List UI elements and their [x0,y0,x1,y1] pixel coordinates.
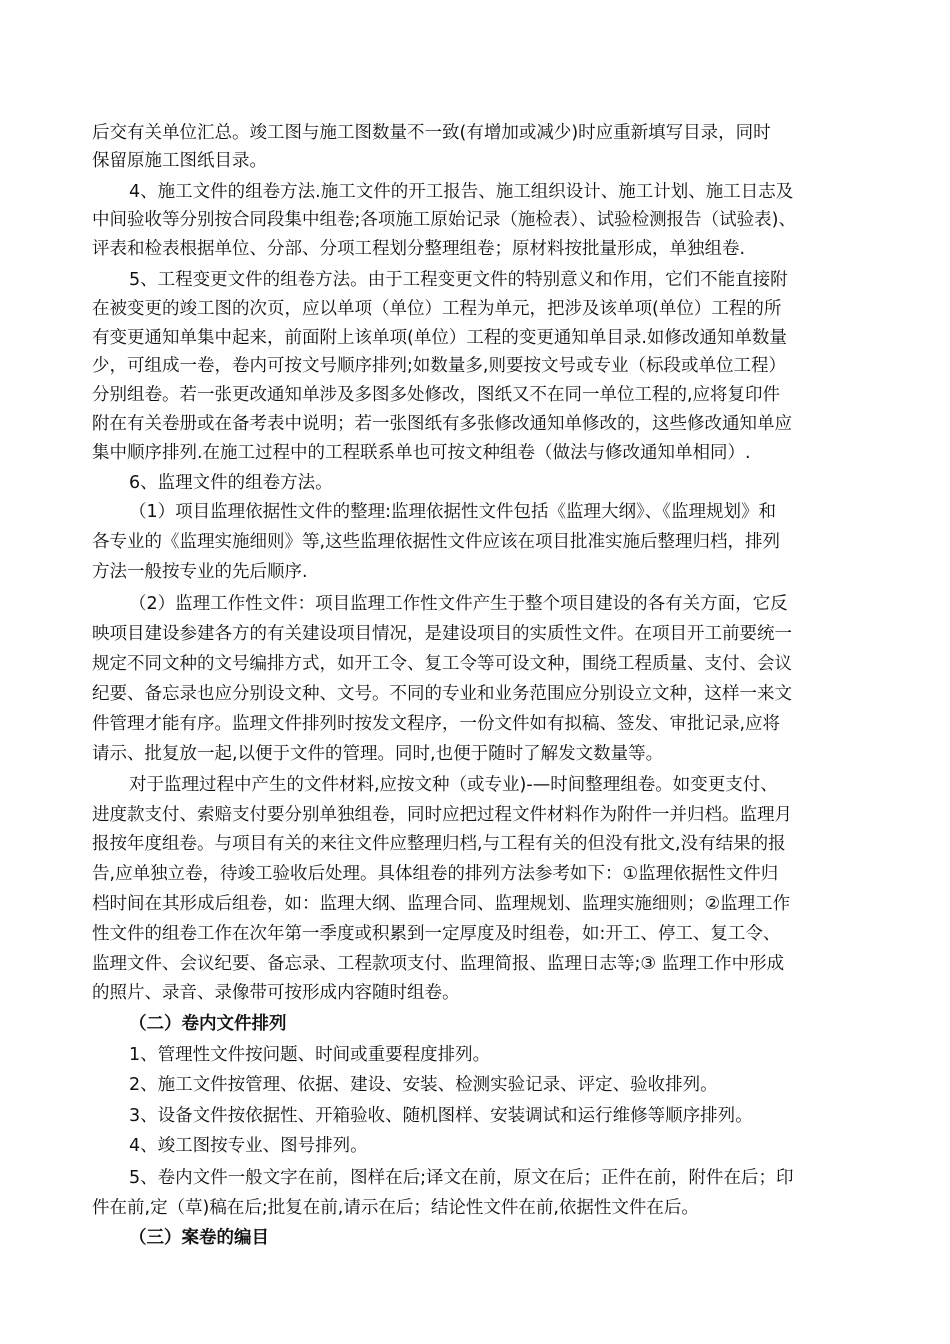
paragraph-line: 4、施工文件的组卷方法.施工文件的开工报告、施工组织设计、施工计划、施工日志及 [129,182,794,202]
paragraph-line: 5、工程变更文件的组卷方法。由于工程变更文件的特别意义和作用，它们不能直接附 [129,270,788,290]
paragraph-line: 集中顺序排列.在施工过程中的工程联系单也可按文种组卷（做法与修改通知单相同）. [92,443,751,463]
paragraph-line: 中间验收等分别按合同段集中组卷;各项施工原始记录（施检表）、试验检测报告（试验表)、 [92,210,796,230]
paragraph-line: 3、设备文件按依据性、开箱验收、随机图样、安装调试和运行维修等顺序排列。 [129,1106,753,1126]
paragraph-line: 监理文件、会议纪要、备忘录、工程款项支付、监理简报、监理日志等;③ 监理工作中形成 [92,954,785,974]
paragraph-line: 分别组卷。若一张更改通知单涉及多图多处修改，图纸又不在同一单位工程的,应将复印件 [92,385,781,405]
paragraph-line: 后交有关单位汇总。竣工图与施工图数量不一致(有增加或减少)时应重新填写目录，同时 [92,123,771,143]
section-heading: （三）案卷的编目 [129,1228,269,1248]
paragraph-line: 进度款支付、索赔支付要分别单独组卷，同时应把过程文件材料作为附件一并归档。监理月 [92,805,792,825]
paragraph-line: （1）项目监理依据性文件的整理:监理依据性文件包括《监理大纲》、《监理规划》和 [129,502,777,522]
paragraph-line: 有变更通知单集中起来，前面附上该单项(单位）工程的变更通知单目录.如修改通知单数量 [92,328,787,348]
section-heading: （二）卷内文件排列 [129,1014,287,1034]
paragraph-line: 映项目建设参建各方的有关建设项目情况，是建设项目的实质性文件。在项目开工前要统一 [92,624,792,644]
paragraph-line: 方法一般按专业的先后顺序. [92,562,308,582]
paragraph-line: 的照片、录音、录像带可按形成内容随时组卷。 [92,983,460,1003]
paragraph-line: 各专业的《监理实施细则》等,这些监理依据性文件应该在项目批准实施后整理归档，排列 [92,532,781,552]
paragraph-line: 对于监理过程中产生的文件材料,应按文种（或专业)-—时间整理组卷。如变更支付、 [129,775,778,795]
paragraph-line: （2）监理工作性文件：项目监理工作性文件产生于整个项目建设的各有关方面，它反 [129,594,788,614]
paragraph-line: 档时间在其形成后组卷，如：监理大纲、监理合同、监理规划、监理实施细则；②监理工作 [92,894,791,914]
paragraph-line: 在被变更的竣工图的次页，应以单项（单位）工程为单元，把涉及该单项(单位）工程的所 [92,299,782,319]
paragraph-line: 告,应单独立卷，待竣工验收后处理。具体组卷的排列方法参考如下：①监理依据性文件归 [92,864,779,884]
paragraph-line: 纪要、备忘录也应分别设文种、文号。不同的专业和业务范围应分别设立文种，这样一来文 [92,684,792,704]
paragraph-line: 2、施工文件按管理、依据、建设、安装、检测实验记录、评定、验收排列。 [129,1075,718,1095]
paragraph-line: 少，可组成一卷，卷内可按文号顺序排列;如数量多,则要按文号或专业（标段或单位工程） [92,356,786,376]
paragraph-line: 1、管理性文件按问题、时间或重要程度排列。 [129,1045,491,1065]
paragraph-line: 保留原施工图纸目录。 [92,151,267,171]
paragraph-line: 请示、批复放一起,以便于文件的管理。同时,也便于随时了解发文数量等。 [92,744,664,764]
paragraph-line: 4、竣工图按专业、图号排列。 [129,1136,368,1156]
paragraph-line: 6、监理文件的组卷方法。 [129,473,333,493]
paragraph-line: 报按年度组卷。与项目有关的来往文件应整理归档,与工程有关的但没有批文,没有结果的报 [92,834,786,854]
paragraph-line: 规定不同文种的文号编排方式，如开工令、复工令等可设文种，围绕工程质量、支付、会议 [92,654,792,674]
paragraph-line: 5、卷内文件一般文字在前，图样在后;译文在前，原文在后；正件在前，附件在后；印 [129,1168,794,1188]
paragraph-line: 件在前,定（草)稿在后;批复在前,请示在后；结论性文件在前,依据性文件在后。 [92,1198,699,1218]
paragraph-line: 性文件的组卷工作在次年第一季度或积累到一定厚度及时组卷，如:开工、停工、复工令、 [92,924,781,944]
paragraph-line: 件管理才能有序。监理文件排列时按发文程序，一份文件如有拟稿、签发、审批记录,应将 [92,714,781,734]
paragraph-line: 评表和检表根据单位、分部、分项工程划分整理组卷；原材料按批量形成，单独组卷. [92,239,746,259]
paragraph-line: 附在有关卷册或在备考表中说明；若一张图纸有多张修改通知单修改的，这些修改通知单应 [92,414,792,434]
